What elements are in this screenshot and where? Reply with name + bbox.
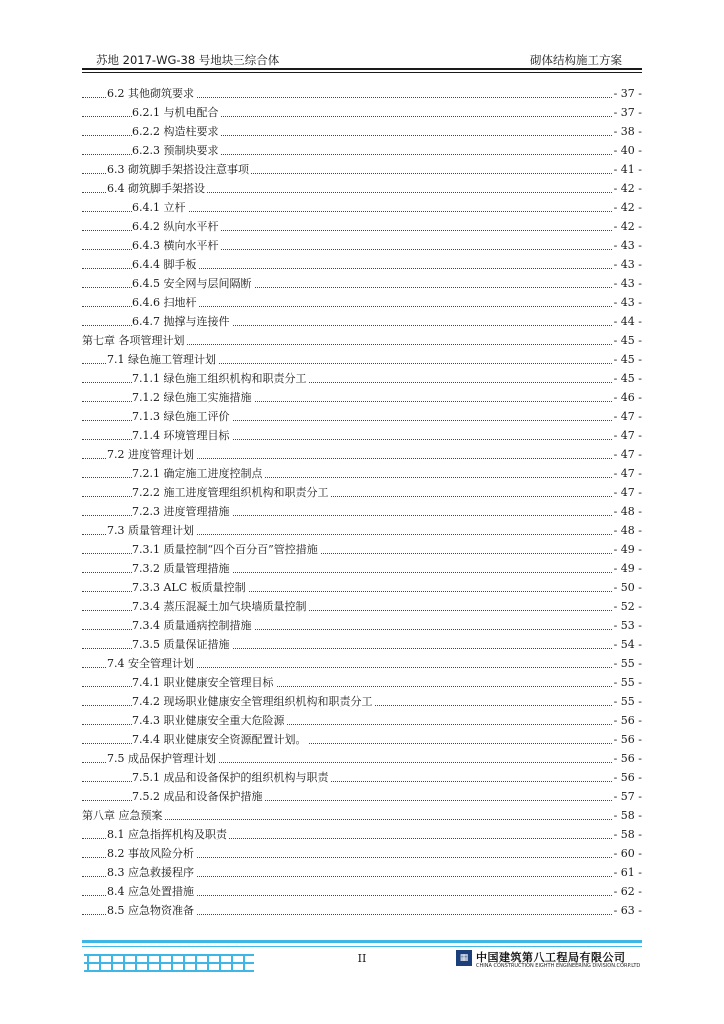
toc-entry-page: - 56 -: [612, 730, 642, 749]
toc-entry[interactable]: [82, 825, 642, 844]
toc-entry-label: 8.3 应急救援程序: [107, 863, 196, 882]
toc-entry[interactable]: [82, 369, 642, 388]
toc-entry[interactable]: [82, 407, 642, 426]
toc-entry-label: 7.2.1 确定施工进度控制点: [132, 464, 265, 483]
toc-entry-page: - 41 -: [612, 160, 642, 179]
toc-entry-label: 6.2.3 预制块要求: [132, 141, 221, 160]
toc-entry-page: - 47 -: [612, 426, 642, 445]
toc-entry-label: 7.2.2 施工进度管理组织机构和职责分工: [132, 483, 330, 502]
toc-entry-label: 7.3.4 质量通病控制措施: [132, 616, 254, 635]
toc-entry-page: - 55 -: [612, 673, 642, 692]
toc-entry-page: - 48 -: [612, 521, 642, 540]
header-project-title: 苏地 2017-WG-38 号地块三综合体: [96, 53, 280, 67]
toc-entry[interactable]: [82, 160, 642, 179]
toc-entry-page: - 43 -: [612, 274, 642, 293]
header-rule: [82, 68, 642, 70]
toc-entry-label: 7.3.5 质量保证措施: [132, 635, 232, 654]
toc-entry-page: - 52 -: [612, 597, 642, 616]
toc-entry[interactable]: [82, 540, 642, 559]
toc-entry-page: - 56 -: [612, 711, 642, 730]
toc-entry[interactable]: [82, 312, 642, 331]
toc-entry[interactable]: [82, 882, 642, 901]
toc-entry-label: 8.2 事故风险分析: [107, 844, 196, 863]
toc-entry-page: - 45 -: [612, 331, 642, 350]
toc-entry-page: - 58 -: [612, 806, 642, 825]
toc-entry-page: - 38 -: [612, 122, 642, 141]
toc-entry[interactable]: [82, 464, 642, 483]
toc-entry[interactable]: [82, 863, 642, 882]
toc-entry-label: 7.5.2 成品和设备保护措施: [132, 787, 265, 806]
toc-entry-label: 第七章 各项管理计划: [82, 331, 187, 350]
toc-entry[interactable]: [82, 198, 642, 217]
toc-entry[interactable]: [82, 692, 642, 711]
toc-entry-label: 7.1.2 绿色施工实施措施: [132, 388, 254, 407]
toc-entry-label: 7.4.1 职业健康安全管理目标: [132, 673, 276, 692]
toc-entry-label: 8.1 应急指挥机构及职责: [107, 825, 229, 844]
toc-entry-label: 6.4.3 横向水平杆: [132, 236, 221, 255]
company-name-en: CHINA CONSTRUCTION EIGHTH ENGINEERING DIVISION.CORP.LTD: [476, 963, 641, 969]
toc-entry-page: - 63 -: [612, 901, 642, 920]
toc-entry-page: - 43 -: [612, 293, 642, 312]
toc-entry-label: 7.3.3 ALC 板质量控制: [132, 578, 248, 597]
toc-entry[interactable]: [82, 635, 642, 654]
toc-entry-label: 7.2.3 进度管理措施: [132, 502, 232, 521]
toc-entry-label: 7.1.3 绿色施工评价: [132, 407, 232, 426]
toc-entry-label: 7.5.1 成品和设备保护的组织机构与职责: [132, 768, 330, 787]
page-header: [82, 50, 642, 68]
toc-entry-label: 8.4 应急处置措施: [107, 882, 196, 901]
toc-entry-label: 7.3.2 质量管理措施: [132, 559, 232, 578]
toc-entry-page: - 46 -: [612, 388, 642, 407]
toc-entry-page: - 47 -: [612, 407, 642, 426]
toc-entry-page: - 42 -: [612, 179, 642, 198]
toc-entry[interactable]: [82, 388, 642, 407]
toc-entry[interactable]: [82, 331, 642, 350]
toc-entry-label: 7.4.4 职业健康安全资源配置计划。: [132, 730, 308, 749]
toc-entry-label: 7.4 安全管理计划: [107, 654, 196, 673]
toc-entry-page: - 42 -: [612, 217, 642, 236]
toc-entry-page: - 53 -: [612, 616, 642, 635]
toc-entry-label: 6.2 其他砌筑要求: [107, 84, 196, 103]
footer-pattern-icon: [84, 954, 254, 972]
toc-entry-label: 6.4.1 立杆: [132, 198, 188, 217]
toc-entry[interactable]: [82, 274, 642, 293]
toc-entry[interactable]: [82, 749, 642, 768]
toc-entry-page: - 47 -: [612, 445, 642, 464]
toc-entry-page: - 42 -: [612, 198, 642, 217]
toc-entry[interactable]: [82, 122, 642, 141]
toc-entry-label: 7.2 进度管理计划: [107, 445, 196, 464]
toc-entry-page: - 37 -: [612, 84, 642, 103]
toc-entry-label: 7.1 绿色施工管理计划: [107, 350, 218, 369]
toc-entry-label: 7.1.4 环境管理目标: [132, 426, 232, 445]
toc-entry[interactable]: [82, 844, 642, 863]
header-rule-thin: [82, 72, 642, 73]
toc-entry-page: - 62 -: [612, 882, 642, 901]
toc-entry-label: 6.4.7 抛撑与连接件: [132, 312, 232, 331]
toc-entry[interactable]: [82, 141, 642, 160]
toc-entry[interactable]: [82, 217, 642, 236]
toc-entry-page: - 45 -: [612, 369, 642, 388]
toc-entry-page: - 45 -: [612, 350, 642, 369]
toc-entry[interactable]: [82, 179, 642, 198]
toc-entry-page: - 60 -: [612, 844, 642, 863]
company-name-cn: 中国建筑第八工程局有限公司: [476, 951, 626, 964]
toc-entry[interactable]: [82, 768, 642, 787]
toc-entry[interactable]: [82, 673, 642, 692]
table-of-contents: [82, 84, 642, 920]
toc-entry-label: 7.1.1 绿色施工组织机构和职责分工: [132, 369, 308, 388]
toc-entry-page: - 43 -: [612, 255, 642, 274]
page-number: II: [357, 952, 367, 965]
toc-entry[interactable]: [82, 483, 642, 502]
toc-entry[interactable]: [82, 711, 642, 730]
toc-entry[interactable]: [82, 350, 642, 369]
toc-entry[interactable]: [82, 559, 642, 578]
toc-entry[interactable]: [82, 445, 642, 464]
toc-entry-page: - 49 -: [612, 559, 642, 578]
toc-entry-page: - 49 -: [612, 540, 642, 559]
toc-entry[interactable]: [82, 578, 642, 597]
toc-entry-page: - 55 -: [612, 654, 642, 673]
cscec-logo-icon: ▦: [456, 950, 472, 966]
toc-entry-page: - 47 -: [612, 464, 642, 483]
toc-entry-page: - 40 -: [612, 141, 642, 160]
toc-entry[interactable]: [82, 502, 642, 521]
toc-entry-label: 6.4.5 安全网与层间隔断: [132, 274, 254, 293]
toc-entry-page: - 58 -: [612, 825, 642, 844]
footer-rule: [82, 940, 642, 943]
toc-entry[interactable]: [82, 806, 642, 825]
toc-entry-label: 7.3.4 蒸压混凝土加气块墙质量控制: [132, 597, 308, 616]
toc-entry[interactable]: [82, 901, 642, 920]
toc-entry-label: 6.2.1 与机电配合: [132, 103, 221, 122]
toc-entry-label: 6.2.2 构造柱要求: [132, 122, 221, 141]
toc-entry[interactable]: [82, 654, 642, 673]
toc-entry-page: - 57 -: [612, 787, 642, 806]
footer-rule-thin: [82, 946, 642, 947]
toc-entry-page: - 48 -: [612, 502, 642, 521]
toc-entry-label: 7.3.1 质量控制“四个百分百”管控措施: [132, 540, 320, 559]
toc-entry-page: - 55 -: [612, 692, 642, 711]
toc-entry[interactable]: [82, 255, 642, 274]
header-document-title: 砌体结构施工方案: [530, 53, 622, 67]
toc-entry[interactable]: [82, 597, 642, 616]
toc-entry-label: 6.4 砌筑脚手架搭设: [107, 179, 207, 198]
toc-entry[interactable]: [82, 293, 642, 312]
toc-entry[interactable]: [82, 730, 642, 749]
toc-entry-label: 6.4.2 纵向水平杆: [132, 217, 221, 236]
toc-entry[interactable]: [82, 787, 642, 806]
toc-entry[interactable]: [82, 426, 642, 445]
toc-entry-page: - 37 -: [612, 103, 642, 122]
toc-entry-label: 7.5 成品保护管理计划: [107, 749, 218, 768]
toc-entry-label: 7.4.2 现场职业健康安全管理组织机构和职责分工: [132, 692, 374, 711]
toc-entry-page: - 61 -: [612, 863, 642, 882]
toc-entry[interactable]: [82, 236, 642, 255]
toc-entry-page: - 44 -: [612, 312, 642, 331]
toc-entry-page: - 56 -: [612, 749, 642, 768]
toc-entry[interactable]: [82, 84, 642, 103]
toc-entry-page: - 47 -: [612, 483, 642, 502]
toc-entry-label: 6.3 砌筑脚手架搭设注意事项: [107, 160, 251, 179]
toc-entry[interactable]: [82, 616, 642, 635]
toc-entry-label: 第八章 应急预案: [82, 806, 165, 825]
toc-entry-label: 6.4.6 扫地杆: [132, 293, 199, 312]
toc-entry-label: 6.4.4 脚手板: [132, 255, 199, 274]
toc-entry-page: - 54 -: [612, 635, 642, 654]
toc-entry-page: - 50 -: [612, 578, 642, 597]
toc-entry-label: 8.5 应急物资准备: [107, 901, 196, 920]
toc-entry-page: - 56 -: [612, 768, 642, 787]
toc-entry[interactable]: [82, 103, 642, 122]
toc-entry[interactable]: [82, 521, 642, 540]
toc-entry-label: 7.4.3 职业健康安全重大危险源: [132, 711, 287, 730]
toc-entry-page: - 43 -: [612, 236, 642, 255]
toc-entry-label: 7.3 质量管理计划: [107, 521, 196, 540]
